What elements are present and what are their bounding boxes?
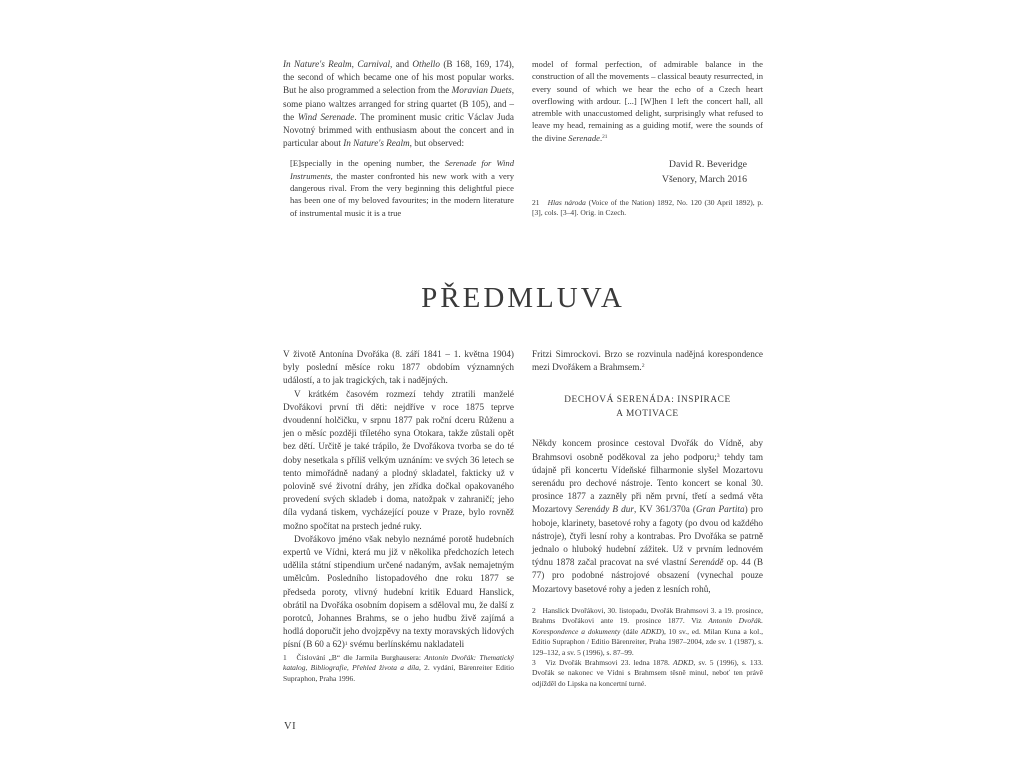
top-section (283, 58, 763, 219)
footnote-2: 2 Hanslick Dvořákovi, 30. listopadu, Dvořák Brahmsovi 3. a 19. prosince, Brahms Dvořákovi ante 19. prosince 1877. Viz Antonín Dvořák. Korespondence a dokumenty (dále ADKD), 10 sv., ed. Milan Kuna a kol., Editio Supraphon / Editio Bärenreiter, Praha 1987–2004, zde sv. 1 (1987), s. 129–132, a sv. 5 (1996), s. 87–99. (532, 606, 763, 657)
main-right-column (532, 348, 763, 740)
main-left-paragraph-2: V krátkém časovém rozmezí tehdy ztratili manželé Dvořákovi první tři děti: nejdříve v roce 1875 teprve dvoudenní holčičku, v srpnu 1877 pak roční dceru Růženu a jen o měsíc později tříletého syna Otokara, takže zůstali opět bez dětí. Určitě je také trápilo, že Dvořákova tvorba se do té doby nesetkala s příliš velkým uznáním: ve svých 36 letech se tento mimořádně nadaný a plodný skladatel, fakticky už v polovině své životní dráhy, jen zřídka dočkal opakovaného provedení svých skladeb i doma, natožpak v zahraničí; jeho díla vydaná tiskem, vycházející pouze v Praze, bylo rovněž možno spočítat na prstech jedné ruky. (283, 388, 514, 531)
section-subheading (532, 394, 763, 421)
main-left-paragraph-1: V životě Antonína Dvořáka (8. září 1841 – 1. května 1904) byly poslední měsíce roku 1877 obdobím významných událostí, a to jak tragických, tak i nadějných. (283, 349, 514, 386)
main-section (283, 348, 763, 740)
signature-name: David R. Beveridge (668, 159, 747, 171)
chapter-heading: PŘEDMLUVA (421, 282, 625, 314)
main-left-column (283, 348, 514, 740)
top-left-paragraph: In Nature's Realm, Carnival, and Othello (B 168, 169, 174), the second of which became one of his most popular works. But he also programmed a selection from the Moravian Duets, some piano waltzes arranged for string quartet (B 105), and – the Wind Serenade. The prominent music critic Václav Juda Novotný brimmed with enthusiasm about the concert and in particular about In Nature's Realm, but observed: (283, 59, 515, 149)
block-quote-continuation: model of formal perfection, of admirable balance in the construction of all the movements – classical beauty resurrected, in every sound of which we hear the echo of a Czech heart overflowing with ardour. [...] [W]hen I left the concert hall, all atremble with unaccustomed delight, surprisingly what refused to leave my head, remaining as a guiding motif, were the sounds of the divine Serenade.$^{21}$ (532, 59, 763, 143)
footnote-21: 21 Hlas národa (Voice of the Nation) 1892, No. 120 (30 April 1892), p. [3], cols. [3–4]. Orig. in Czech. (532, 198, 763, 218)
subheading-line-1: DECHOVÁ SERENÁDA: INSPIRACE (564, 395, 731, 406)
right-footnotes (532, 606, 763, 689)
top-left-column (283, 58, 514, 219)
main-right-paragraph-2: Někdy koncem prosince cestoval Dvořák do Vídně, aby Brahmsovi osobně poděkoval za jeho podporu;$^3$ tehdy tam údajně při koncertu Vídeňské filharmonie slyšel Mozartovu serenádu pro dechové nástroje. Tento koncert se konal 30. prosince 1877 a zazněly při něm první, třetí a sedmá věta Mozartovy Serenády B dur, KV 361/370a (Gran Partita) pro hoboje, klarinety, basetové rohy a fagoty (po dvou od každého nástroje), čtyři lesní rohy a kontrabas. Pro Dvořáka se patrně jednalo o hluboký hudební zážitek. Už v prvním lednovém týdnu 1878 začal pracovat na své vlastní Serenádě op. 44 (B 77) pro podobné nástrojové obsazení (vynechal pouze Mozartovy basetové rohy a jeden z lesních rohů, (532, 438, 764, 594)
page-number: VI (284, 721, 297, 732)
top-right-column (532, 58, 763, 219)
main-right-paragraph-1: Fritzi Simrockovi. Brzo se rozvinula nadějná korespondence mezi Dvořákem a Brahmsem.$^2$ (532, 349, 763, 373)
footnote-1: 1 Číslování „B“ dle Jarmila Burghausera: Antonín Dvořák: Thematický katalog, Bibliografie, Přehled života a díla, 2. vydání, Bärenreiter Editio Supraphon, Praha 1996. (283, 653, 514, 683)
signature-block (532, 158, 747, 187)
subheading-line-2: A MOTIVACE (616, 408, 679, 419)
block-quote-left: [E]specially in the opening number, the Serenade for Wind Instruments, the master confronted his new work with a very dangerous rival. From the very beginning this delightful piece has been one of my beloved favourites; in the modern literature of instrumental music it is a true (290, 158, 514, 218)
left-footnotes (283, 653, 514, 684)
signature-place-date: Všenory, March 2016 (661, 173, 747, 185)
footnote-3: 3 Viz Dvořák Brahmsovi 23. ledna 1878. ADKD, sv. 5 (1996), s. 133. Dvořák se nakonec ve Vídni s Brahmsem těsně minul, neboť ten právě odjížděl do Lipska na koncertní turné. (532, 658, 763, 688)
main-left-paragraph-3: Dvořákovo jméno však nebylo neznámé porotě hudebních expertů ve Vídni, která mu již v několika předchozích letech udělila státní stipendium určené nadaným, avšak nemajetným umělcům. Posledního listopadového dne roku 1877 se předseda poroty, vlivný hudební kritik Eduard Hanslick, obrátil na Dvořáka osobním dopisem a sděloval mu, že další z porotců, Johannes Brahms, se o jeho hudbu živě zajímá a hodlá doporučit jeho dvojzpěvy na texty moravských lidových písní (B 60 a 62)$^1$ svému berlínskému nakladateli (283, 533, 514, 650)
